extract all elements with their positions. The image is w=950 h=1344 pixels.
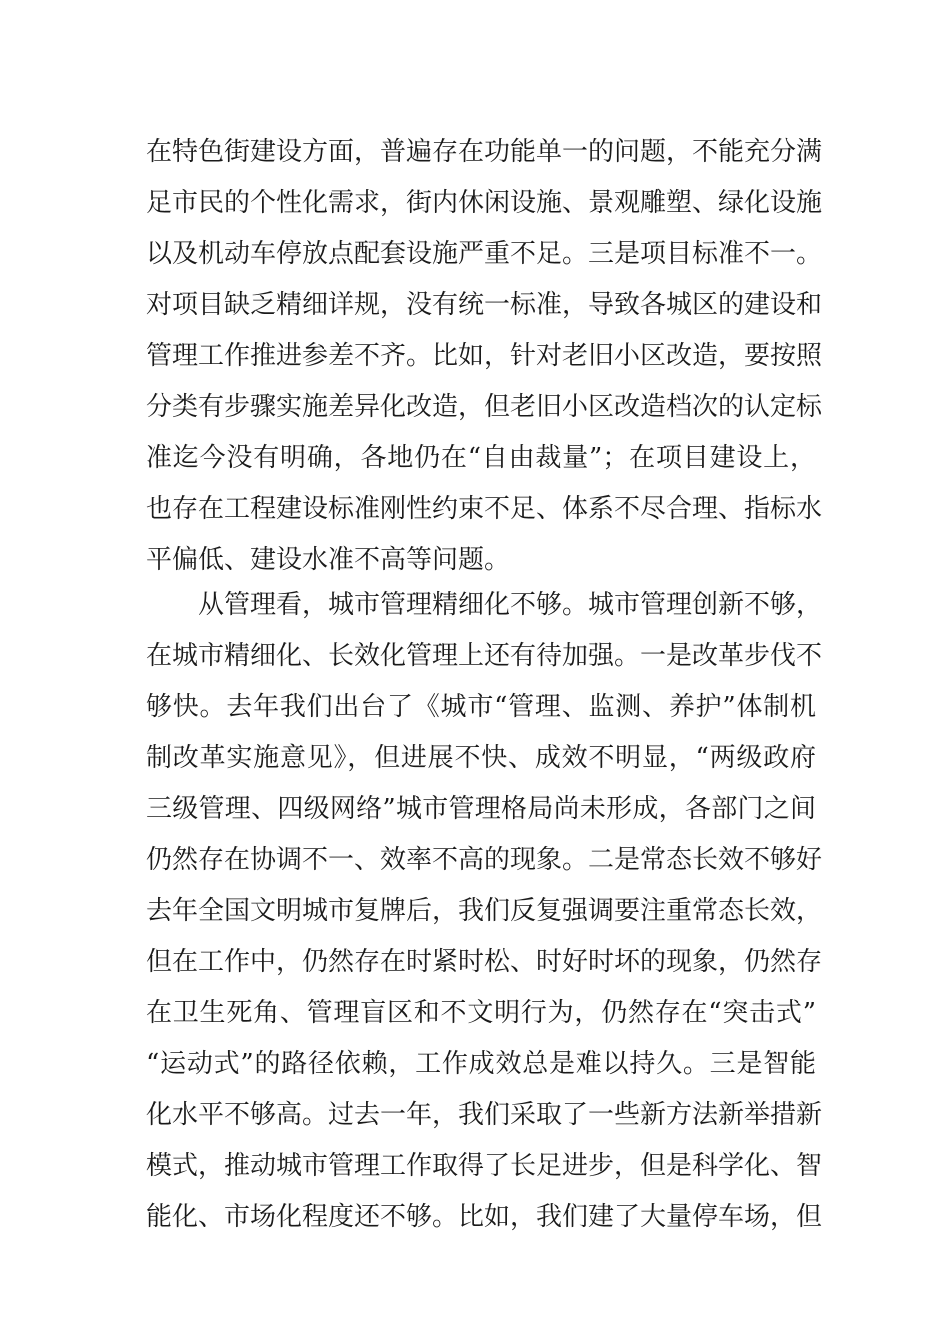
text-line: 三级管理、四级网络”城市管理格局尚未形成，各部门之间 (146, 794, 816, 824)
text-line: 对项目缺乏精细详规，没有统一标准，导致各城区的建设和 (146, 290, 823, 320)
text-line: 在城市精细化、长效化管理上还有待加强。一是改革步伐不 (146, 641, 823, 671)
text-line: 化水平不够高。过去一年，我们采取了一些新方法新举措新 (146, 1100, 823, 1130)
text-line: 制改革实施意见》，但进展不快、成效不明显，“两级政府 (146, 743, 816, 773)
text-line: 足市民的个性化需求，街内休闲设施、景观雕塑、绿化设施 (146, 188, 823, 218)
text-line: 够快。去年我们出台了《城市“管理、监测、养护”体制机 (146, 692, 816, 722)
text-line: 能化、市场化程度还不够。比如，我们建了大量停车场，但 (146, 1202, 823, 1232)
text-line: 分类有步骤实施差异化改造，但老旧小区改造档次的认定标 (146, 392, 823, 422)
text-line: 准迄今没有明确，各地仍在“自由裁量”；在项目建设上， (146, 443, 816, 473)
text-line: 也存在工程建设标准刚性约束不足、体系不尽合理、指标水 (146, 494, 823, 524)
text-line: 去年全国文明城市复牌后，我们反复强调要注重常态长效， (146, 896, 823, 926)
text-line: 但在工作中，仍然存在时紧时松、时好时坏的现象，仍然存 (146, 947, 823, 977)
text-line: 以及机动车停放点配套设施严重不足。三是项目标准不一。 (146, 239, 823, 269)
text-line: 仍然存在协调不一、效率不高的现象。二是常态长效不够好 (146, 845, 823, 875)
text-line: 从管理看，城市管理精细化不够。城市管理创新不够， (198, 590, 823, 620)
text-line: 在特色街建设方面，普遍存在功能单一的问题，不能充分满 (146, 137, 823, 167)
text-line: 管理工作推进参差不齐。比如，针对老旧小区改造，要按照 (146, 341, 823, 371)
text-line: 平偏低、建设水准不高等问题。 (146, 545, 511, 575)
text-line: “运动式”的路径依赖，工作成效总是难以持久。三是智能 (146, 1049, 816, 1079)
text-line: 模式，推动城市管理工作取得了长足进步，但是科学化、智 (146, 1151, 823, 1181)
text-line: 在卫生死角、管理盲区和不文明行为，仍然存在“突击式” (146, 998, 816, 1028)
